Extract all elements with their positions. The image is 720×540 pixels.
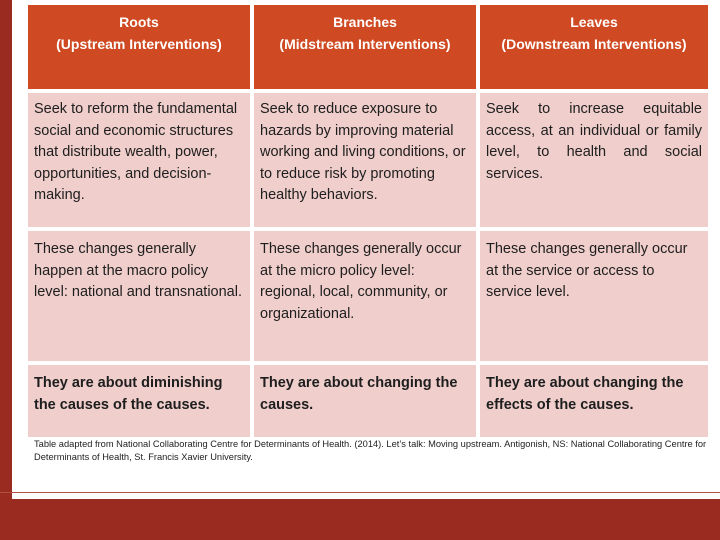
interventions-table [28, 5, 708, 441]
header-roots-title: Roots [119, 14, 159, 30]
footer-bar [0, 499, 720, 540]
table-cell: These changes generally occur at the service or access to service level. [480, 231, 708, 365]
header-branches-title: Branches [333, 14, 397, 30]
left-accent-bar [0, 0, 12, 540]
table-cell: They are about diminishing the causes of the causes. [28, 365, 254, 441]
header-leaves [480, 5, 708, 93]
header-branches [254, 5, 480, 93]
table-cell: Seek to increase equitable access, at an individual or family level, to health and social services. [480, 93, 708, 231]
header-roots [28, 5, 254, 93]
table-row [28, 231, 708, 365]
table-cell: These changes generally occur at the micro policy level: regional, local, community, or organizational. [254, 231, 480, 365]
header-leaves-subtitle: (Downstream Interventions) [501, 36, 687, 52]
table-row [28, 93, 708, 231]
header-leaves-title: Leaves [570, 14, 618, 30]
table-cell: These changes generally happen at the macro policy level: national and transnational. [28, 231, 254, 365]
table-cell: They are about changing the effects of the causes. [480, 365, 708, 441]
table-cell: They are about changing the causes. [254, 365, 480, 441]
table-cell: Seek to reform the fundamental social and economic structures that distribute wealth, power, opportunities, and decision-making. [28, 93, 254, 231]
footer-divider [0, 492, 720, 493]
header-branches-subtitle: (Midstream Interventions) [279, 36, 451, 52]
header-roots-subtitle: (Upstream Interventions) [56, 36, 222, 52]
table-row [28, 365, 708, 441]
table-cell: Seek to reduce exposure to hazards by improving material working and living conditions, or to reduce risk by promoting healthy behaviors. [254, 93, 480, 231]
source-citation: Table adapted from National Collaborating Centre for Determinants of Health. (2014). Let’s talk: Moving upstream. Antigonish, NS: National Collaborating Centre for Determinants of Health, St. Francis Xavier University. [34, 439, 707, 462]
header-row [28, 5, 708, 93]
